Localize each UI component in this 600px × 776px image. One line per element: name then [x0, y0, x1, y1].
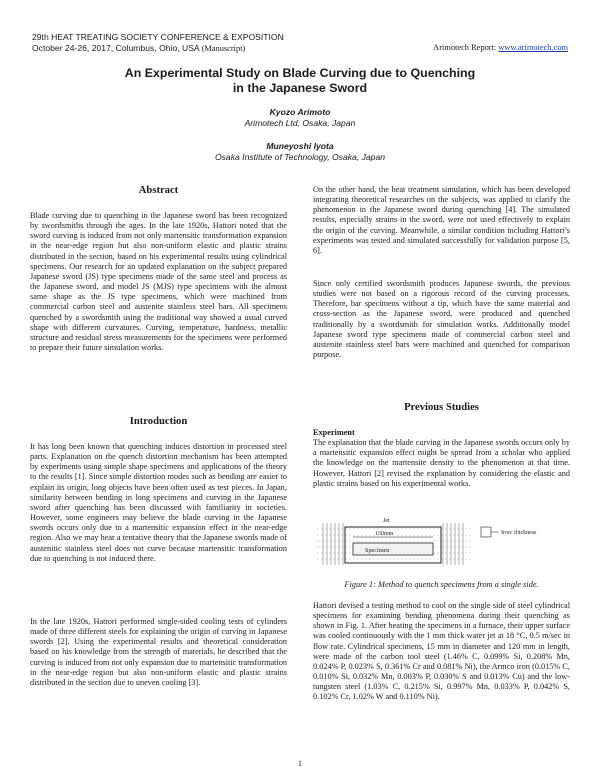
author-name: Muneyoshi Iyota: [266, 141, 334, 151]
intro-paragraph-2: In the late 1920s, Hattori performed single-sided cooling tests of cylinders made of three different steels for explaining the origin of curving in Japanese swords [2]. Using the experimental results and theoretical consideration based on his knowledge from the strength of materials, he described that the curving is induced from not only expansion due to martensitic transformation in the near-edge region but also non-uniform elastic and plastic strains distributed in the section due to uneven cooling [3].: [30, 617, 287, 687]
author-block-2: [100, 141, 500, 163]
right-paragraph-1: On the other hand, the heat treatment simulation, which has been developed integrating theoretical researches on the subjects, was applied to clarify the phenomenon in the Japanese sword during quenching [4]. The simulated results, especially strains in the sword, were not used effectively to explain the origin of the curving. Meanwhile, a similar condition including Hattori’s experiments was tested and simulated successfully for validation purpose [5, 6].: [313, 185, 570, 255]
label-150mm: 150mm: [375, 531, 394, 537]
intro-paragraph-1: It has long been known that quenching induces distortion in processed steel parts. Explanation on the quench distortion mechanism has been attempted by experiments using simple shape specimens and applications of the theory to the results [1]. Since simple distortion modes such as bending are easier to explain its origin, long objects have been often used as test pieces. In Japan, similarity between bending in long specimens and curving in the Japanese sword after quenching has been discussed with familiarity in societies. However, some engineers may believe the blade curving in the Japanese swords occurs only due to a martensitic expansion effect in the near-edge region. Also we may hear a tentative theory that the Japanese swords made of austenitic stainless steel does not curve because martensitic transformation due to quenching is not induced there.: [30, 442, 287, 563]
author-affiliation: Arimotech Ltd, Osaka, Japan: [244, 118, 356, 128]
figure-quench-method: [313, 513, 570, 575]
abstract-text: [30, 211, 287, 353]
experiment-subheading: Experiment: [313, 428, 355, 437]
experiment-paragraph: The explanation that the blade curving in the Japanese swords occurs only by a martensitic expansion effect might be spread from a scholar who applied the knowledge on the martensite density to the phenomenon at that time. However, Hattori [2] revised the explanation by considering the elastic and plastic strains based on his experimental works.: [313, 438, 570, 488]
experiment-block: [313, 428, 570, 489]
previous-studies-heading: Previous Studies: [404, 402, 479, 413]
title-line-1: An Experimental Study on Blade Curving due to Quenching: [124, 66, 476, 80]
conference-dates: October 24-26, 2017, Columbus, Ohio, USA: [32, 43, 200, 53]
introduction-text: [30, 442, 287, 564]
report-line: [433, 43, 568, 52]
report-link[interactable]: www.arimotech.com: [498, 43, 568, 52]
introduction-text-2: [30, 617, 287, 688]
author-name: Kyozo Arimoto: [269, 107, 331, 117]
author-affiliation: Osaka Institute of Technology, Osaka, Japan: [214, 152, 386, 162]
right-text-3: [313, 601, 570, 703]
conference-date-line: [32, 43, 245, 54]
title-line-2: in the Japanese Sword: [232, 81, 368, 95]
label-iron-thickness: Iron: thickness: [501, 530, 537, 536]
manuscript-label: (Manuscript): [201, 44, 246, 53]
figure-caption: Figure 1: Method to quench specimens from a single side.: [344, 580, 539, 589]
introduction-heading: Introduction: [129, 416, 188, 427]
paper-title: [60, 66, 540, 96]
right-text-1: [313, 185, 570, 256]
abstract-heading: Abstract: [138, 185, 179, 196]
right-paragraph-3: Hattori devised a testing method to cool on the single side of steel cylindrical specimens for examining bending phenomena during their quenching as shown in Fig. 1. After heating the specimens in a furnace, their upper surface was cooled continuously with the 1 mm thick water jet at 18 °C, 0.5 m/sec in flow rate. Cylindrical specimens, 15 mm in diameter and 120 mm in length, were made of the carbon tool steel (1.46% C, 0.099% Si, 0.208% Mn, 0.024% P, 0.023% S, 0.361% Cr and 0.081% Ni), the Armco iron (0.015% C, 0.010% Si, 0.032% Mn, 0.003% P, 0.030% S and 0.013% Cu) and the low-tungsten steel (1.03% C, 0.215% Si, 0.997% Mn, 0.033% P, 0.042% S, 0.102% Cr, 1.02% W and 0.110% Ni).: [313, 601, 570, 702]
right-paragraph-2: Since only certified swordsmith produces Japanese swords, the previous studies were not based on a rigorous record of the curving processes. Therefore, bar specimens without a tip, which have the same material and cross-section as the Japanese sword, were produced and quenched traditionally by a swordsmith for simulation works. Additionally model Japanese sword type specimens made of commercial carbon steel and austenite stainless steel bars were machined and quenched for comparison purpose.: [313, 279, 570, 360]
abstract-paragraph: Blade curving due to quenching in the Japanese sword has been recognized by swordsmiths through the ages. In the late 1920s, Hattori noted that the sword curving is induced from not only martensitic transformation expansion in the near-edge region but also non-uniform elastic and plastic strains distributed in the section, based on his experimental results using cylindrical specimens. Our research for an updated explanation on the subject prepared Japanese sword (JS) type specimens made of the same steel and process as the Japanese sword, and model JS (MJS) type specimens with the almost same shape as the JS type specimens, which were machined from commercial carbon steel and austenite stainless steel bars. All specimens quenched by a swordsmith using the traditional way showed a usual curved shape with different curvatures. Curving, temperature, hardness, metallic structure and residual stress measurements for the specimens were performed to prepare their future simulation works.: [30, 211, 287, 353]
conference-title: 29th HEAT TREATING SOCIETY CONFERENCE & EXPOSITION: [32, 32, 284, 42]
page-number: 1: [297, 759, 303, 768]
label-jet: Jet: [383, 518, 390, 524]
report-label: Arimotech Report:: [433, 43, 497, 52]
author-block-1: [100, 107, 500, 129]
label-specimen: Specimen: [365, 547, 390, 554]
right-text-2: [313, 279, 570, 360]
